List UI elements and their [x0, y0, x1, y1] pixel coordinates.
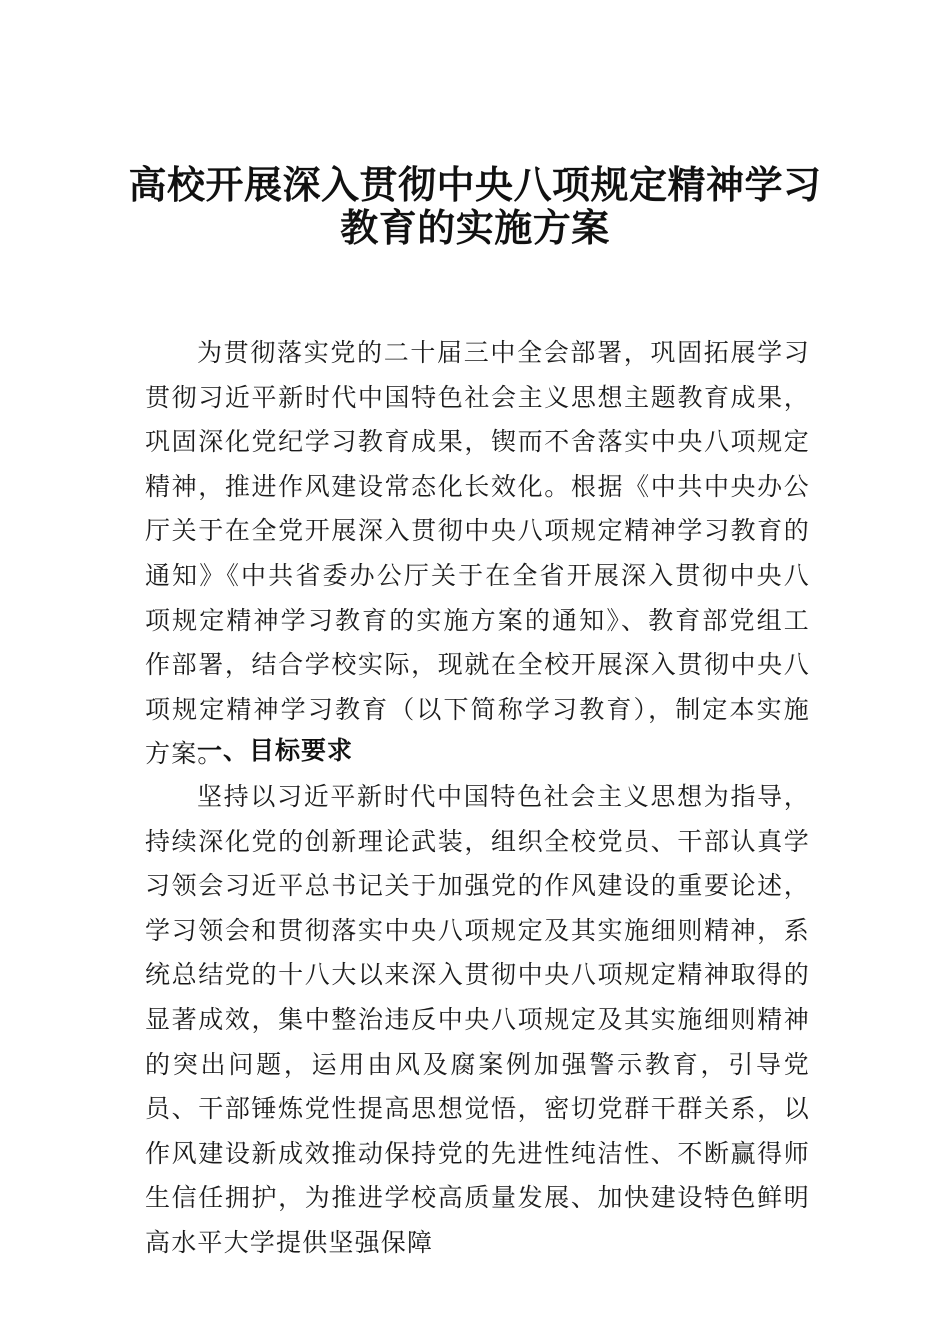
document-title-line-1: 高校开展深入贯彻中央八项规定精神学习: [128, 162, 822, 207]
intro-paragraph: 为贯彻落实党的二十届三中全会部署，巩固拓展学习贯彻习近平新时代中国特色社会主义思想主题教育成果，巩固深化党纪学习教育成果，锲而不舍落实中央八项规定精神，推进作风建设常态化长效化。根据《中共中央办公厅关于在全党开展深入贯彻中央八项规定精神学习教育的通知》《中共省委办公厅关于在全省开展深入贯彻中央八项规定精神学习教育的实施方案的通知》、教育部党组工作部署，结合学校实际，现就在全校开展深入贯彻中央八项规定精神学习教育（以下简称学习教育），制定本实施方案。: [145, 338, 810, 769]
section-heading-goals: 一、目标要求: [197, 736, 354, 765]
section-paragraph-goals: 坚持以习近平新时代中国特色社会主义思想为指导，持续深化党的创新理论武装，组织全校党员、干部认真学习领会习近平总书记关于加强党的作风建设的重要论述，学习领会和贯彻落实中央八项规定及其实施细则精神，系统总结党的十八大以来深入贯彻中央八项规定精神取得的显著成效，集中整治违反中央八项规定及其实施细则精神的突出问题，运用由风及腐案例加强警示教育，引导党员、干部锤炼党性提高思想觉悟，密切党群干群关系，以作风建设新成效推动保持党的先进性纯洁性、不断赢得师生信任拥护，为推进学校高质量发展、加快建设特色鲜明高水平大学提供坚强保障: [145, 782, 810, 1257]
document-title-line-2: 教育的实施方案: [340, 205, 610, 250]
